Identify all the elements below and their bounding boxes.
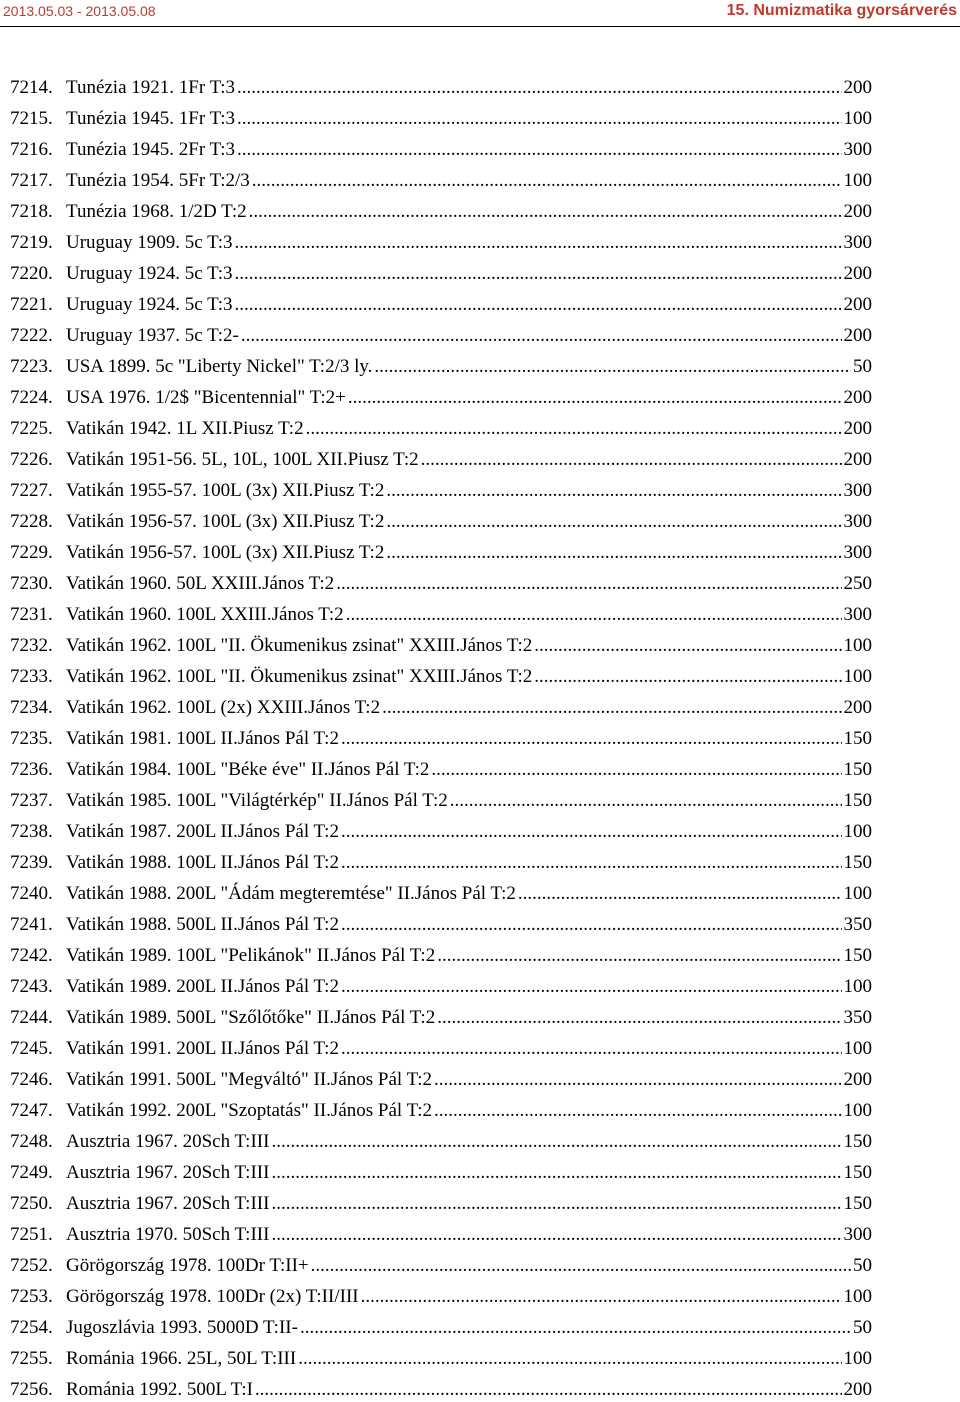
lot-price: 200 bbox=[843, 387, 872, 408]
lot-description: Vatikán 1956-57. 100L (3x) XII.Piusz T:2 bbox=[66, 511, 385, 532]
lot-description: Tunézia 1954. 5Fr T:2/3 bbox=[66, 170, 250, 191]
lot-price: 350 bbox=[843, 914, 872, 935]
lot-row bbox=[10, 75, 872, 100]
dot-leader bbox=[341, 1036, 842, 1061]
dot-leader bbox=[235, 292, 842, 317]
lot-row bbox=[10, 819, 872, 844]
dot-leader bbox=[437, 943, 841, 968]
lot-number: 7253. bbox=[10, 1286, 53, 1307]
lot-price: 100 bbox=[843, 108, 872, 129]
dot-leader bbox=[434, 1098, 841, 1123]
lot-number: 7254. bbox=[10, 1317, 53, 1338]
dot-leader bbox=[300, 1315, 851, 1340]
dot-leader bbox=[341, 850, 842, 875]
dot-leader bbox=[434, 1067, 841, 1092]
lot-description: Vatikán 1991. 500L "Megváltó" II.János Pál T:2 bbox=[66, 1069, 433, 1090]
lot-price: 300 bbox=[843, 1224, 872, 1245]
lot-row bbox=[10, 633, 872, 658]
lot-number: 7224. bbox=[10, 387, 53, 408]
dot-leader bbox=[252, 168, 842, 193]
lot-row bbox=[10, 509, 872, 534]
lot-price: 100 bbox=[843, 1286, 872, 1307]
lot-price: 150 bbox=[843, 790, 872, 811]
lot-row bbox=[10, 1284, 872, 1309]
lot-description: Vatikán 1942. 1L XII.Piusz T:2 bbox=[66, 418, 304, 439]
lot-row bbox=[10, 788, 872, 813]
dot-leader bbox=[534, 633, 841, 658]
lot-price: 200 bbox=[843, 449, 872, 470]
lot-number: 7245. bbox=[10, 1038, 53, 1059]
lot-row bbox=[10, 292, 872, 317]
lot-number: 7248. bbox=[10, 1131, 53, 1152]
lot-description: Vatikán 1987. 200L II.János Pál T:2 bbox=[66, 821, 339, 842]
lot-number: 7229. bbox=[10, 542, 53, 563]
lot-number: 7256. bbox=[10, 1379, 53, 1400]
lot-description: Vatikán 1962. 100L (2x) XXIII.János T:2 bbox=[66, 697, 381, 718]
lot-price: 100 bbox=[843, 170, 872, 191]
lot-row bbox=[10, 912, 872, 937]
lot-description: Ausztria 1970. 50Sch T:III bbox=[66, 1224, 270, 1245]
lot-row bbox=[10, 974, 872, 999]
lot-number: 7240. bbox=[10, 883, 53, 904]
lot-row bbox=[10, 106, 872, 131]
lot-number: 7223. bbox=[10, 356, 53, 377]
dot-leader bbox=[341, 819, 842, 844]
lot-description: Vatikán 1981. 100L II.János Pál T:2 bbox=[66, 728, 339, 749]
lot-description: Vatikán 1962. 100L "II. Ökumenikus zsinat" XXIII.János T:2 bbox=[66, 635, 533, 656]
lot-number: 7232. bbox=[10, 635, 53, 656]
dot-leader bbox=[235, 230, 842, 255]
lot-description: Uruguay 1909. 5c T:3 bbox=[66, 232, 233, 253]
lot-row bbox=[10, 1036, 872, 1061]
lot-number: 7230. bbox=[10, 573, 53, 594]
lot-number: 7222. bbox=[10, 325, 53, 346]
lot-number: 7236. bbox=[10, 759, 53, 780]
dot-leader bbox=[341, 726, 842, 751]
lot-number: 7249. bbox=[10, 1162, 53, 1183]
dot-leader bbox=[241, 323, 842, 348]
lot-price: 150 bbox=[843, 1162, 872, 1183]
lot-price: 300 bbox=[843, 511, 872, 532]
dot-leader bbox=[237, 137, 841, 162]
lot-number: 7237. bbox=[10, 790, 53, 811]
lot-description: Ausztria 1967. 20Sch T:III bbox=[66, 1162, 270, 1183]
lot-description: Vatikán 1992. 200L "Szoptatás" II.János Pál T:2 bbox=[66, 1100, 433, 1121]
lot-number: 7251. bbox=[10, 1224, 53, 1245]
lot-price: 200 bbox=[843, 1069, 872, 1090]
lot-row bbox=[10, 1160, 872, 1185]
lot-description: Tunézia 1945. 2Fr T:3 bbox=[66, 139, 236, 160]
lot-row bbox=[10, 1129, 872, 1154]
lot-description: USA 1899. 5c "Liberty Nickel" T:2/3 ly. bbox=[66, 356, 373, 377]
lot-row bbox=[10, 1253, 872, 1278]
lot-number: 7220. bbox=[10, 263, 53, 284]
lot-description: Vatikán 1956-57. 100L (3x) XII.Piusz T:2 bbox=[66, 542, 385, 563]
lot-row bbox=[10, 881, 872, 906]
lot-row bbox=[10, 1067, 872, 1092]
dot-leader bbox=[382, 695, 841, 720]
lot-number: 7221. bbox=[10, 294, 53, 315]
lot-description: Tunézia 1945. 1Fr T:3 bbox=[66, 108, 236, 129]
lot-number: 7225. bbox=[10, 418, 53, 439]
lot-row bbox=[10, 1377, 872, 1402]
lot-description: Tunézia 1968. 1/2D T:2 bbox=[66, 201, 247, 222]
lot-row bbox=[10, 1315, 872, 1340]
lot-price: 300 bbox=[843, 232, 872, 253]
lot-number: 7231. bbox=[10, 604, 53, 625]
lot-price: 150 bbox=[843, 1193, 872, 1214]
lot-price: 100 bbox=[843, 883, 872, 904]
lot-row bbox=[10, 664, 872, 689]
dot-leader bbox=[311, 1253, 851, 1278]
lot-description: Vatikán 1988. 500L II.János Pál T:2 bbox=[66, 914, 339, 935]
dot-leader bbox=[374, 354, 851, 379]
lot-description: Uruguay 1937. 5c T:2- bbox=[66, 325, 239, 346]
dot-leader bbox=[341, 912, 842, 937]
lot-number: 7238. bbox=[10, 821, 53, 842]
lot-price: 50 bbox=[853, 1317, 872, 1338]
lot-row bbox=[10, 199, 872, 224]
lot-price: 150 bbox=[843, 759, 872, 780]
lot-description: Vatikán 1989. 100L "Pelikánok" II.János Pál T:2 bbox=[66, 945, 436, 966]
lot-price: 100 bbox=[843, 1348, 872, 1369]
lot-description: Ausztria 1967. 20Sch T:III bbox=[66, 1131, 270, 1152]
dot-leader bbox=[298, 1346, 841, 1371]
dot-leader bbox=[271, 1129, 841, 1154]
lot-description: Vatikán 1984. 100L "Béke éve" II.János Pál T:2 bbox=[66, 759, 430, 780]
dot-leader bbox=[386, 540, 841, 565]
lot-price: 50 bbox=[853, 356, 872, 377]
lot-description: Uruguay 1924. 5c T:3 bbox=[66, 263, 233, 284]
dot-leader bbox=[346, 602, 842, 627]
lot-number: 7218. bbox=[10, 201, 53, 222]
lot-row bbox=[10, 1098, 872, 1123]
lot-description: Vatikán 1985. 100L "Világtérkép" II.János Pál T:2 bbox=[66, 790, 448, 811]
lot-row bbox=[10, 416, 872, 441]
auction-dates: 2013.05.03 - 2013.05.08 bbox=[3, 3, 156, 19]
lot-number: 7219. bbox=[10, 232, 53, 253]
dot-leader bbox=[249, 199, 842, 224]
lot-description: Görögország 1978. 100Dr T:II+ bbox=[66, 1255, 309, 1276]
lot-price: 100 bbox=[843, 635, 872, 656]
lot-description: Vatikán 1960. 100L XXIII.János T:2 bbox=[66, 604, 344, 625]
lot-description: Vatikán 1989. 200L II.János Pál T:2 bbox=[66, 976, 339, 997]
lot-price: 350 bbox=[843, 1007, 872, 1028]
lot-number: 7226. bbox=[10, 449, 53, 470]
lot-price: 300 bbox=[843, 542, 872, 563]
dot-leader bbox=[271, 1191, 841, 1216]
lot-number: 7255. bbox=[10, 1348, 53, 1369]
dot-leader bbox=[235, 261, 842, 286]
lot-description: Vatikán 1955-57. 100L (3x) XII.Piusz T:2 bbox=[66, 480, 385, 501]
lot-number: 7247. bbox=[10, 1100, 53, 1121]
lot-row bbox=[10, 261, 872, 286]
lot-description: Románia 1992. 500L T:I bbox=[66, 1379, 253, 1400]
dot-leader bbox=[431, 757, 841, 782]
lot-row bbox=[10, 230, 872, 255]
dot-leader bbox=[348, 385, 842, 410]
dot-leader bbox=[437, 1005, 841, 1030]
lot-price: 100 bbox=[843, 821, 872, 842]
lot-row bbox=[10, 385, 872, 410]
lot-description: Vatikán 1991. 200L II.János Pál T:2 bbox=[66, 1038, 339, 1059]
lot-number: 7250. bbox=[10, 1193, 53, 1214]
lot-number: 7252. bbox=[10, 1255, 53, 1276]
lot-row bbox=[10, 540, 872, 565]
lot-number: 7233. bbox=[10, 666, 53, 687]
dot-leader bbox=[421, 447, 842, 472]
dot-leader bbox=[386, 509, 841, 534]
lot-number: 7227. bbox=[10, 480, 53, 501]
lot-price: 200 bbox=[843, 418, 872, 439]
dot-leader bbox=[341, 974, 842, 999]
lot-row bbox=[10, 757, 872, 782]
lot-description: Vatikán 1960. 50L XXIII.János T:2 bbox=[66, 573, 335, 594]
lot-number: 7242. bbox=[10, 945, 53, 966]
lot-description: Románia 1966. 25L, 50L T:III bbox=[66, 1348, 297, 1369]
lot-price: 200 bbox=[843, 77, 872, 98]
lot-price: 200 bbox=[843, 1379, 872, 1400]
lot-description: Vatikán 1988. 100L II.János Pál T:2 bbox=[66, 852, 339, 873]
lot-number: 7215. bbox=[10, 108, 53, 129]
lot-row bbox=[10, 695, 872, 720]
lot-description: Vatikán 1962. 100L "II. Ökumenikus zsinat" XXIII.János T:2 bbox=[66, 666, 533, 687]
lot-number: 7243. bbox=[10, 976, 53, 997]
lot-price: 100 bbox=[843, 666, 872, 687]
lot-price: 300 bbox=[843, 480, 872, 501]
lot-row bbox=[10, 850, 872, 875]
lot-price: 250 bbox=[843, 573, 872, 594]
dot-leader bbox=[306, 416, 842, 441]
dot-leader bbox=[386, 478, 841, 503]
lot-row bbox=[10, 168, 872, 193]
lot-row bbox=[10, 1222, 872, 1247]
lot-row bbox=[10, 602, 872, 627]
lot-number: 7217. bbox=[10, 170, 53, 191]
lot-description: Görögország 1978. 100Dr (2x) T:II/III bbox=[66, 1286, 359, 1307]
lot-description: Jugoszlávia 1993. 5000D T:II- bbox=[66, 1317, 298, 1338]
dot-leader bbox=[271, 1222, 841, 1247]
lot-number: 7235. bbox=[10, 728, 53, 749]
lot-row bbox=[10, 447, 872, 472]
lot-row bbox=[10, 1191, 872, 1216]
lot-description: Ausztria 1967. 20Sch T:III bbox=[66, 1193, 270, 1214]
lot-row bbox=[10, 323, 872, 348]
lot-price: 150 bbox=[843, 945, 872, 966]
dot-leader bbox=[271, 1160, 841, 1185]
lot-price: 300 bbox=[843, 604, 872, 625]
lot-price: 200 bbox=[843, 697, 872, 718]
lot-price: 200 bbox=[843, 201, 872, 222]
dot-leader bbox=[237, 106, 841, 131]
lot-price: 200 bbox=[843, 325, 872, 346]
lot-number: 7234. bbox=[10, 697, 53, 718]
lot-row bbox=[10, 137, 872, 162]
lot-price: 150 bbox=[843, 728, 872, 749]
lot-description: Tunézia 1921. 1Fr T:3 bbox=[66, 77, 236, 98]
lot-number: 7244. bbox=[10, 1007, 53, 1028]
lot-description: USA 1976. 1/2$ "Bicentennial" T:2+ bbox=[66, 387, 346, 408]
lot-description: Vatikán 1951-56. 5L, 10L, 100L XII.Piusz T:2 bbox=[66, 449, 419, 470]
lot-price: 100 bbox=[843, 1100, 872, 1121]
lot-row bbox=[10, 1346, 872, 1371]
lot-row bbox=[10, 1005, 872, 1030]
lot-price: 50 bbox=[853, 1255, 872, 1276]
lot-row bbox=[10, 943, 872, 968]
lot-row bbox=[10, 478, 872, 503]
lot-price: 100 bbox=[843, 976, 872, 997]
lot-number: 7246. bbox=[10, 1069, 53, 1090]
lot-price: 300 bbox=[843, 139, 872, 160]
dot-leader bbox=[534, 664, 841, 689]
dot-leader bbox=[255, 1377, 842, 1402]
lot-description: Uruguay 1924. 5c T:3 bbox=[66, 294, 233, 315]
dot-leader bbox=[361, 1284, 842, 1309]
lot-number: 7214. bbox=[10, 77, 53, 98]
lot-price: 150 bbox=[843, 852, 872, 873]
lot-row bbox=[10, 571, 872, 596]
dot-leader bbox=[336, 571, 841, 596]
page-header bbox=[0, 0, 960, 27]
lot-description: Vatikán 1989. 500L "Szőlőtőke" II.János Pál T:2 bbox=[66, 1007, 436, 1028]
lot-row bbox=[10, 726, 872, 751]
dot-leader bbox=[518, 881, 842, 906]
lot-price: 150 bbox=[843, 1131, 872, 1152]
lot-number: 7228. bbox=[10, 511, 53, 532]
lot-price: 200 bbox=[843, 294, 872, 315]
dot-leader bbox=[450, 788, 842, 813]
lot-price: 100 bbox=[843, 1038, 872, 1059]
lot-number: 7216. bbox=[10, 139, 53, 160]
lot-price: 200 bbox=[843, 263, 872, 284]
dot-leader bbox=[237, 75, 841, 100]
auction-title: 15. Numizmatika gyorsárverés bbox=[726, 2, 957, 19]
lot-number: 7241. bbox=[10, 914, 53, 935]
lot-description: Vatikán 1988. 200L "Ádám megteremtése" II.János Pál T:2 bbox=[66, 883, 516, 904]
lot-number: 7239. bbox=[10, 852, 53, 873]
lot-row bbox=[10, 354, 872, 379]
